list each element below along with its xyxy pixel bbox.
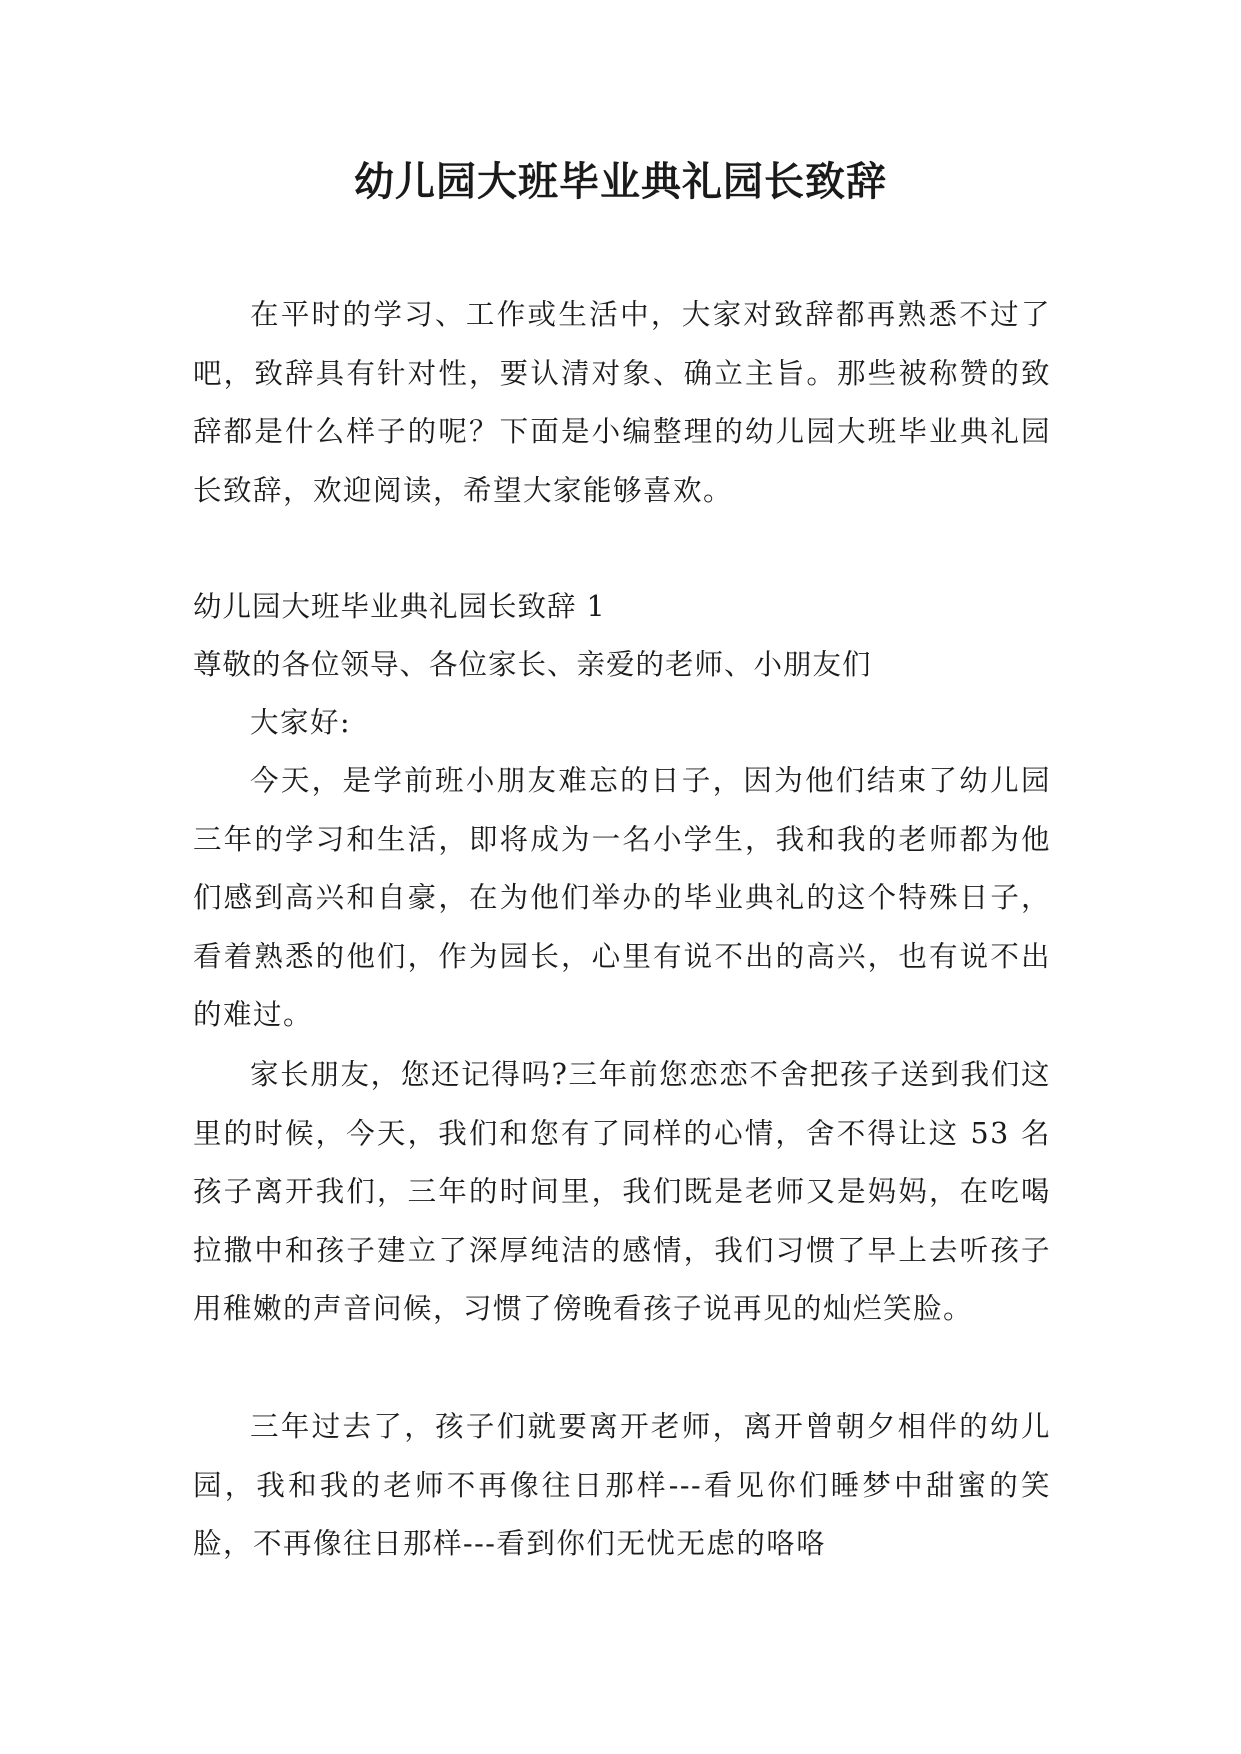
body-paragraph: 今天，是学前班小朋友难忘的日子，因为他们结束了幼儿园三年的学习和生活，即将成为一名小学生，我和我的老师都为他们感到高兴和自豪，在为他们举办的毕业典礼的这个特殊日子，看着熟悉的他们，作为园长，心里有说不出的高兴，也有说不出的难过。: [193, 764, 1051, 1031]
intro-paragraph: 在平时的学习、工作或生活中，大家对致辞都再熟悉不过了吧，致辞具有针对性，要认清对象、确立主旨。那些被称赞的致辞都是什么样子的呢？下面是小编整理的幼儿园大班毕业典礼园长致辞，欢迎阅读，希望大家能够喜欢。: [193, 298, 1051, 507]
section-heading: 幼儿园大班毕业典礼园长致辞 1: [193, 590, 606, 623]
salutation-line: 尊敬的各位领导、各位家长、亲爱的老师、小朋友们: [193, 648, 872, 681]
greeting-line: 大家好:: [250, 706, 352, 739]
body-paragraph: 三年过去了，孩子们就要离开老师，离开曾朝夕相伴的幼儿园，我和我的老师不再像往日那样---看见你们睡梦中甜蜜的笑脸，不再像往日那样---看到你们无忧无虑的咯咯: [193, 1410, 1051, 1560]
document-title: 幼儿园大班毕业典礼园长致辞: [354, 158, 887, 205]
body-paragraph: 家长朋友，您还记得吗?三年前您恋恋不舍把孩子送到我们这里的时候，今天，我们和您有了同样的心情，舍不得让这 53 名孩子离开我们，三年的时间里，我们既是老师又是妈妈，在吃喝拉撒中和孩子建立了深厚纯洁的感情，我们习惯了早上去听孩子用稚嫩的声音问候，习惯了傍晚看孩子说再见的灿烂笑脸。: [193, 1058, 1051, 1325]
